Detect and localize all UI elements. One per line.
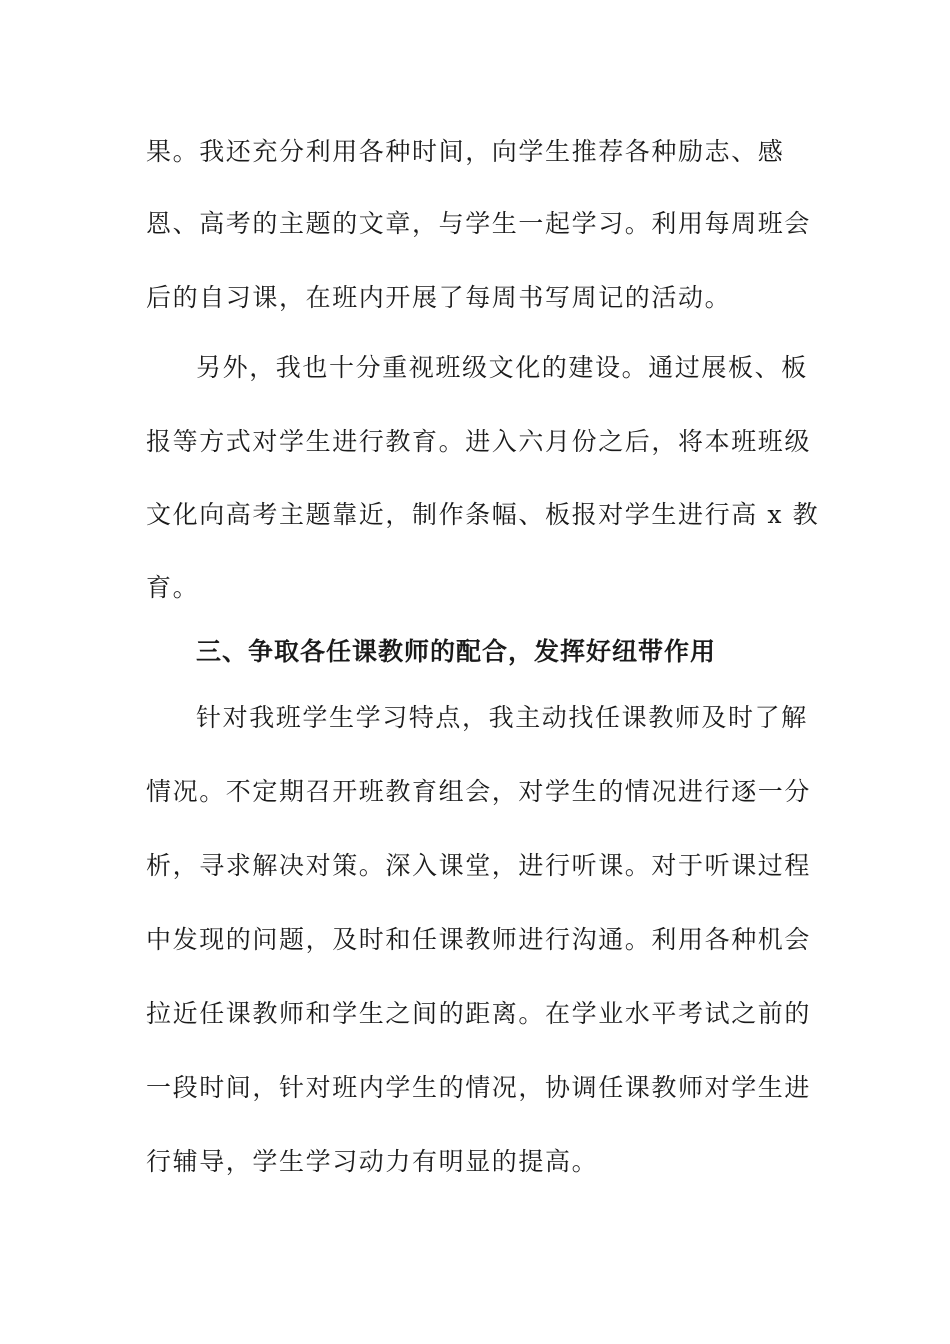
- text-line: 析，寻求解决对策。深入课堂，进行听课。对于听课过程: [146, 851, 812, 880]
- text-line: 一段时间，针对班内学生的情况，协调任课教师对学生进: [146, 1073, 812, 1102]
- section-heading: 三、争取各任课教师的配合，发挥好纽带作用: [196, 637, 717, 666]
- text-line: 情况。不定期召开班教育组会，对学生的情况进行逐一分: [146, 777, 812, 806]
- text-line: 果。我还充分利用各种时间，向学生推荐各种励志、感: [146, 137, 785, 166]
- text-line: 另外，我也十分重视班级文化的建设。通过展板、板: [196, 353, 808, 382]
- text-line: 报等方式对学生进行教育。进入六月份之后，将本班班级: [146, 427, 812, 456]
- text-line: 中发现的问题，及时和任课教师进行沟通。利用各种机会: [146, 925, 812, 954]
- text-line: 后的自习课，在班内开展了每周书写周记的活动。: [146, 283, 732, 312]
- text-line: 针对我班学生学习特点，我主动找任课教师及时了解: [196, 703, 808, 732]
- text-line: 恩、高考的主题的文章，与学生一起学习。利用每周班会: [146, 209, 812, 238]
- text-line: 拉近任课教师和学生之间的距离。在学业水平考试之前的: [146, 999, 812, 1028]
- text-line: 文化向高考主题靠近，制作条幅、板报对学生进行高 x 教: [146, 500, 820, 529]
- text-line: 育。: [146, 573, 200, 602]
- text-line: 行辅导，学生学习动力有明显的提高。: [146, 1147, 599, 1176]
